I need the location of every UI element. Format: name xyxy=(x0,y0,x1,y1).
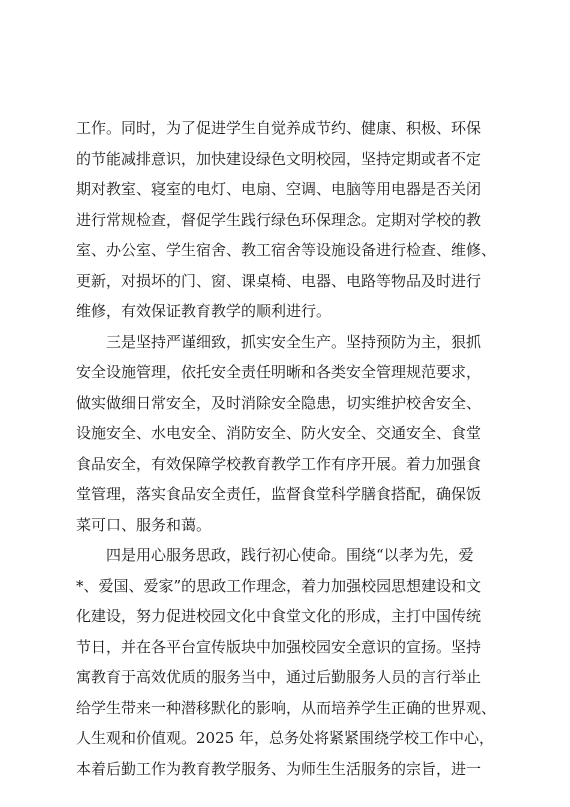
body-text xyxy=(76,113,496,784)
text-line: 期对教室、寝室的电灯、电扇、空调、电脑等用电器是否关闭 xyxy=(76,180,482,198)
text-line: 化建设，努力促进校园文化中食堂文化的形成，主打中国传统 xyxy=(76,607,482,625)
text-line: 节日，并在各平台宣传版块中加强校园安全意识的宣扬。坚持 xyxy=(76,637,482,656)
text-line: 菜可口、服务和蔼。 xyxy=(76,515,212,534)
text-line: 安全设施管理，依托安全责任明晰和各类安全管理规范要求， xyxy=(76,363,482,381)
text-line: 进行常规检查，督促学生践行绿色环保理念。定期对学校的教 xyxy=(76,210,482,229)
text-line: 食品安全，有效保障学校教育教学工作有序开展。着力加强食 xyxy=(76,454,482,473)
text-line: 设施安全、水电安全、消防安全、防火安全、交通安全、食堂 xyxy=(76,424,482,442)
text-line: 的节能减排意识，加快建设绿色文明校园，坚持定期或者不定 xyxy=(76,149,482,168)
paragraph-start-line: 三是坚持严谨细致，抓实安全生产。坚持预防为主，狠抓 xyxy=(106,332,482,351)
text-line: 室、办公室、学生宿舍、教工宿舍等设施设备进行检查、维修、 xyxy=(76,241,497,259)
text-line: 寓教育于高效优质的服务当中，通过后勤服务人员的言行举止 xyxy=(76,668,482,686)
text-line: 人生观和价值观。2025 年，总务处将紧紧围绕学校工作中心， xyxy=(76,729,494,747)
text-line: 做实做细日常安全，及时消除安全隐患，切实维护校舍安全、 xyxy=(76,393,482,412)
text-line: 本着后勤工作为教育教学服务、为师生生活服务的宗旨，进一 xyxy=(76,759,482,778)
text-line: *、爱国、爱家”的思政工作理念，着力加强校园思想建设和文 xyxy=(76,576,482,595)
text-line: 堂管理，落实食品安全责任，监督食堂科学膳食搭配，确保饭 xyxy=(76,485,482,503)
text-line: 给学生带来一种潜移默化的影响，从而培养学生正确的世界观、 xyxy=(76,698,497,717)
paragraph-start-line: 四是用心服务思政，践行初心使命。围绕“以孝为先，爱 xyxy=(106,546,474,564)
text-line: 更新，对损坏的门、窗、课桌椅、电器、电路等物品及时进行 xyxy=(76,271,482,290)
text-line: 维修，有效保证教育教学的顺利进行。 xyxy=(76,302,332,320)
text-line: 工作。同时，为了促进学生自觉养成节约、健康、积极、环保 xyxy=(76,119,482,137)
